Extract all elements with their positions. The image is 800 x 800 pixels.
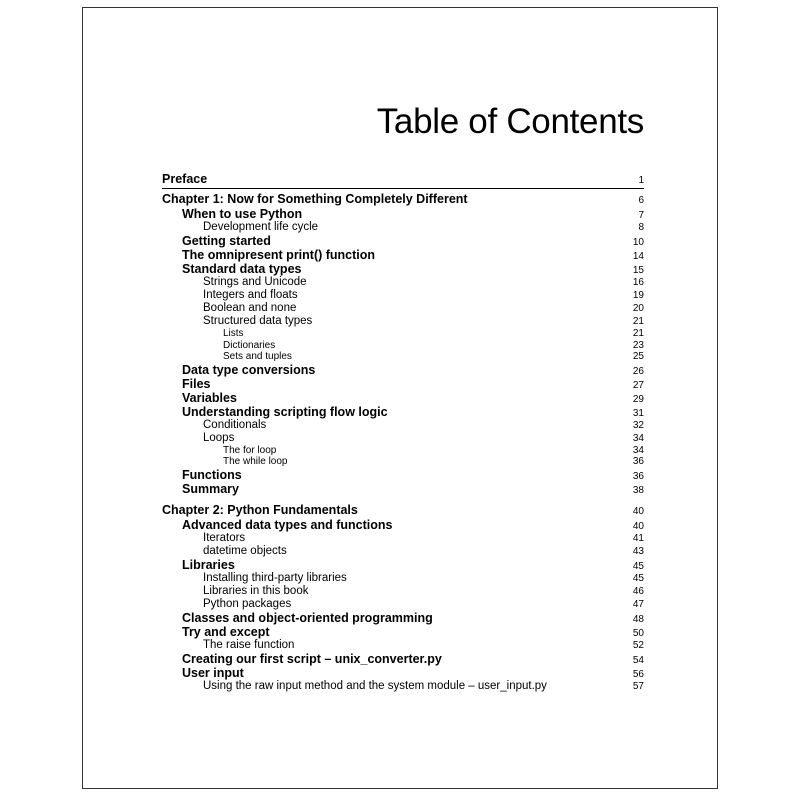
toc-entry-label: User input: [182, 665, 244, 680]
toc-entry-subsection: [162, 639, 644, 652]
toc-entry-label: Development life cycle: [203, 221, 319, 233]
toc-entry-section: [162, 468, 644, 482]
toc-entry-label: Creating our first script – unix_converter.py: [182, 651, 442, 666]
toc-entry-page: 26: [632, 365, 644, 377]
toc-entry-page: 57: [632, 680, 644, 692]
toc-entry-label: Using the raw input method and the system module – user_input.py: [203, 679, 547, 692]
toc-entry-page: 27: [632, 379, 644, 391]
toc-entry-section: [162, 207, 644, 221]
toc-entry-label: Data type conversions: [182, 362, 316, 377]
toc-entry-subsection: [162, 585, 644, 598]
toc-entry-section: [162, 377, 644, 391]
toc-entry-label: Libraries in this book: [203, 584, 309, 597]
toc-entry-section: [162, 234, 644, 248]
toc-entry-subsection: [162, 532, 644, 545]
toc-entry-subsubsection: [162, 328, 644, 340]
toc-entry-subsection: [162, 432, 644, 445]
toc-entry-label: Loops: [203, 431, 235, 444]
toc-entry-label: Variables: [182, 390, 237, 405]
toc-list: [162, 171, 644, 693]
toc-entry-label: The while loop: [223, 456, 288, 467]
toc-entry-label: Chapter 1: Now for Something Completely Different: [162, 192, 468, 206]
toc-entry-section: [162, 363, 644, 377]
toc-entry-label: Installing third-party libraries: [203, 571, 347, 584]
toc-entry-label: Chapter 2: Python Fundamentals: [162, 502, 358, 517]
toc-entry-page: 21: [632, 316, 644, 327]
toc-entry-page: 32: [632, 419, 644, 431]
toc-entry-page: 43: [632, 545, 644, 557]
toc-entry-section: [162, 611, 644, 625]
toc-entry-page: 48: [632, 613, 644, 625]
toc-entry-page: 36: [632, 456, 644, 467]
toc-entry-label: Advanced data types and functions: [182, 517, 393, 532]
toc-entry-page: 1: [638, 175, 644, 186]
toc-entry-page: 36: [632, 470, 644, 482]
toc-entry-page: 14: [632, 251, 644, 262]
toc-entry-section: [162, 666, 644, 680]
toc-entry-page: 25: [632, 351, 644, 362]
toc-entry-section: [162, 262, 644, 276]
toc-entry-section: [162, 625, 644, 639]
toc-entry-label: Python packages: [203, 597, 292, 610]
toc-entry-label: Standard data types: [182, 262, 302, 276]
toc-entry-label: Preface: [162, 172, 208, 186]
toc-entry-subsection: [162, 680, 644, 693]
toc-entry-page: 45: [632, 560, 644, 572]
toc-entry-page: 38: [632, 484, 644, 496]
toc-entry-section: [162, 405, 644, 419]
toc-entry-page: 23: [632, 339, 644, 351]
toc-entry-subsection: [162, 289, 644, 302]
toc-entry-label: Strings and Unicode: [203, 276, 307, 288]
toc-entry-preface: [162, 171, 644, 187]
toc-entry-label: Files: [182, 376, 211, 391]
toc-entry-page: 52: [632, 639, 644, 651]
toc-entry-label: Classes and object-oriented programming: [182, 610, 433, 625]
toc-entry-label: Lists: [223, 328, 244, 339]
toc-entry-label: Boolean and none: [203, 302, 297, 314]
toc-entry-page: 34: [632, 444, 644, 456]
toc-entry-page: 40: [632, 520, 644, 532]
toc-entry-label: Structured data types: [203, 315, 313, 327]
toc-entry-page: 10: [632, 237, 644, 248]
toc-entry-subsection: [162, 419, 644, 432]
toc-entry-label: When to use Python: [182, 207, 303, 221]
toc-entry-label: Dictionaries: [223, 339, 276, 351]
toc-entry-subsubsection: [162, 340, 644, 352]
toc-entry-page: 50: [632, 627, 644, 639]
toc-entry-page: 15: [632, 265, 644, 276]
toc-entry-page: 31: [632, 407, 644, 419]
toc-entry-label: Getting started: [182, 234, 271, 248]
toc-entry-subsection: [162, 545, 644, 558]
toc-entry-subsection: [162, 572, 644, 585]
toc-entry-chapter-2: [162, 502, 644, 518]
toc-entry-page: 21: [632, 328, 644, 339]
toc-entry-label: Summary: [182, 481, 239, 496]
toc-entry-subsubsection: [162, 456, 644, 468]
toc-entry-page: 20: [632, 303, 644, 314]
toc-entry-page: 8: [638, 222, 644, 233]
toc-entry-label: Integers and floats: [203, 289, 298, 301]
toc-entry-page: 6: [638, 195, 644, 206]
page-title: Table of Contents: [376, 102, 644, 141]
toc-entry-page: 7: [638, 210, 644, 221]
toc-entry-page: 54: [632, 654, 644, 666]
toc-entry-page: 56: [632, 668, 644, 680]
toc-entry-section: [162, 518, 644, 532]
toc-entry-page: 41: [632, 532, 644, 544]
toc-entry-section: [162, 558, 644, 572]
toc-entry-label: datetime objects: [203, 544, 287, 557]
toc-entry-subsection: [162, 221, 644, 234]
toc-entry-page: 45: [632, 572, 644, 584]
toc-entry-section: [162, 652, 644, 666]
toc-entry-subsection: [162, 315, 644, 328]
toc-entry-label: The omnipresent print() function: [182, 248, 376, 262]
toc-entry-section: [162, 391, 644, 405]
toc-entry-label: Sets and tuples: [223, 351, 292, 362]
toc-entry-subsubsection: [162, 351, 644, 363]
toc-entry-section: [162, 248, 644, 262]
toc-entry-label: Try and except: [182, 624, 270, 639]
toc-entry-subsection: [162, 276, 644, 289]
toc-entry-subsection: [162, 598, 644, 611]
toc-entry-page: 40: [632, 505, 644, 517]
toc-entry-label: Understanding scripting flow logic: [182, 404, 388, 419]
toc-entry-label: Functions: [182, 467, 242, 482]
toc-entry-page: 46: [632, 585, 644, 597]
toc-entry-page: 34: [632, 432, 644, 444]
toc-entry-page: 16: [632, 277, 644, 288]
toc-entry-label: Conditionals: [203, 418, 267, 431]
toc-entry-section: [162, 482, 644, 496]
toc-entry-page: 19: [632, 290, 644, 301]
toc-entry-page: 29: [632, 393, 644, 405]
toc-entry-chapter-1: [162, 188, 644, 207]
toc-entry-subsubsection: [162, 445, 644, 457]
toc-entry-page: 47: [632, 598, 644, 610]
toc-entry-label: Libraries: [182, 557, 235, 572]
toc-entry-label: Iterators: [203, 531, 246, 544]
toc-entry-label: The for loop: [223, 444, 277, 456]
toc-entry-subsection: [162, 302, 644, 315]
toc-entry-label: The raise function: [203, 638, 295, 651]
